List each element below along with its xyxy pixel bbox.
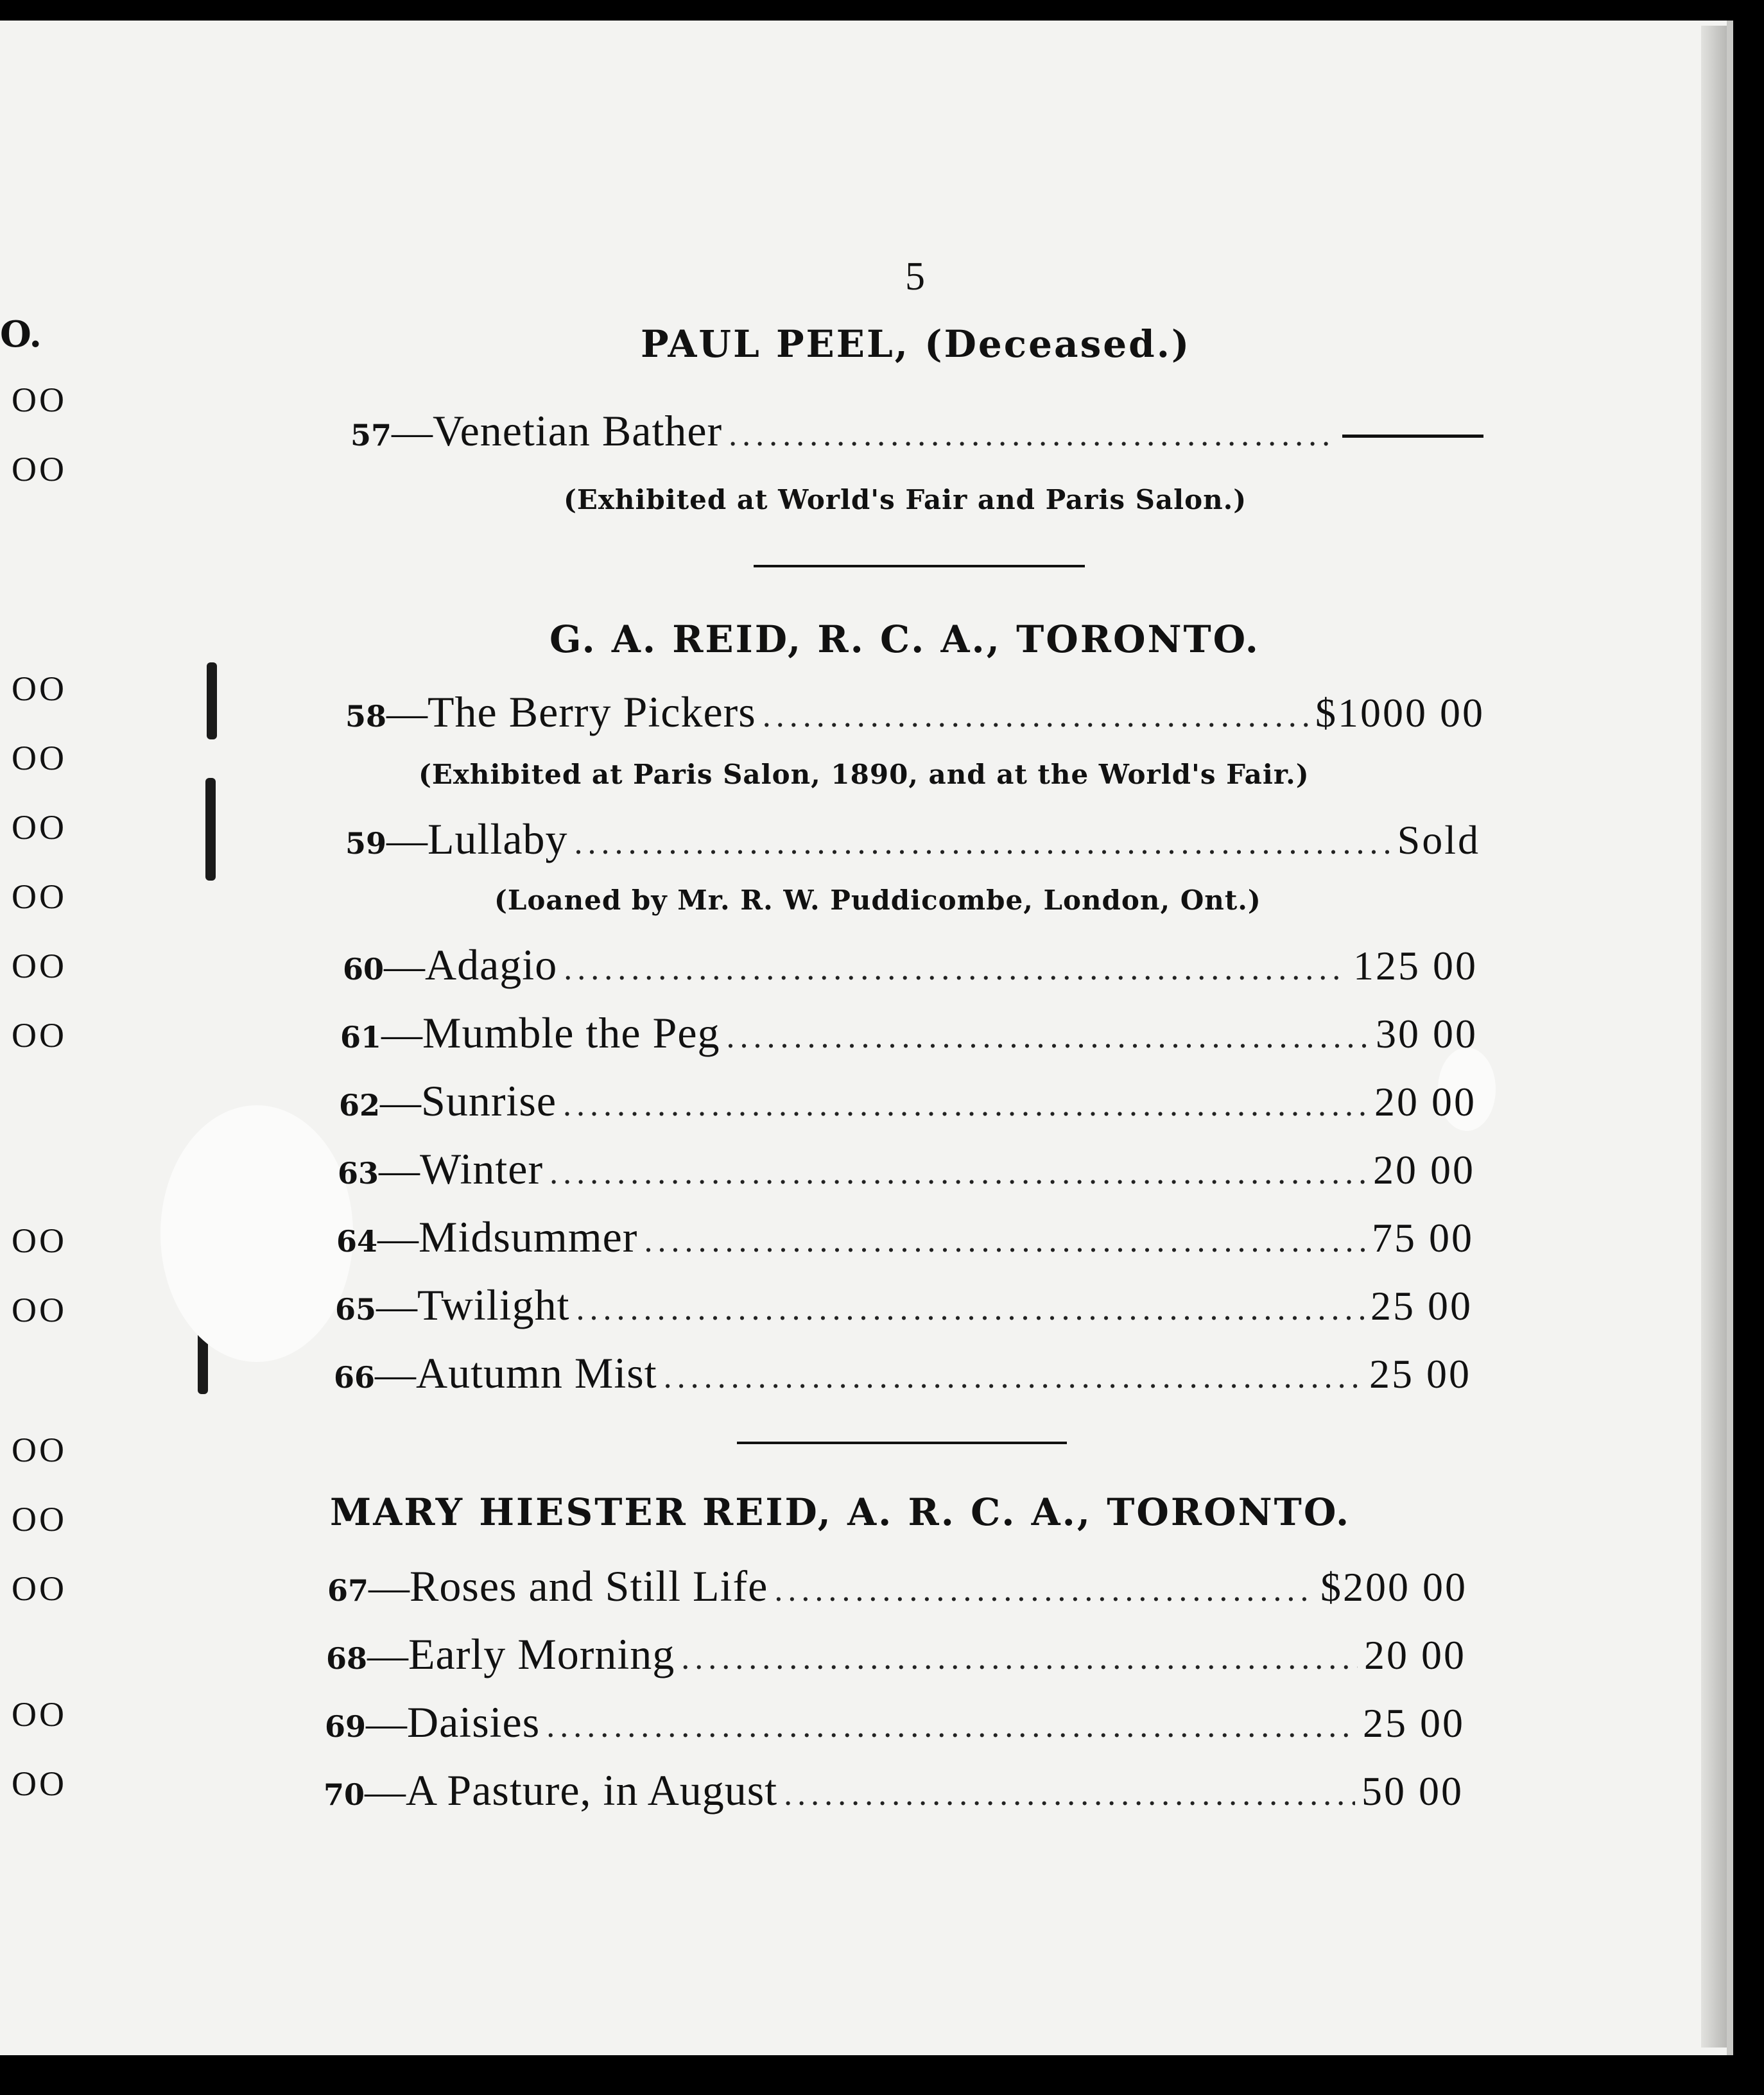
- entry-number: 58: [345, 699, 387, 734]
- artist-heading: MARY HIESTER REID, A. R. C. A., TORONTO.: [330, 1490, 1351, 1534]
- entry-price: 30 00: [1376, 1011, 1478, 1056]
- entry-title: Early Morning: [408, 1630, 675, 1678]
- entry-dash: —: [367, 1632, 409, 1678]
- catalogue-entry: [350, 406, 1483, 457]
- dot-leader: [729, 416, 1336, 454]
- entry-dash: —: [379, 1147, 420, 1193]
- facing-page-price-stub: OO: [12, 1764, 67, 1803]
- entry-number: 65: [335, 1292, 377, 1327]
- entry-number: 63: [338, 1156, 379, 1191]
- facing-page-price-stub: OO: [12, 1500, 67, 1539]
- catalogue-entry: [325, 1697, 1465, 1748]
- dot-leader: [564, 950, 1347, 988]
- facing-page-edge: [0, 21, 103, 2055]
- entry-title: Midsummer: [419, 1212, 638, 1261]
- facing-page-price-stub: OO: [12, 1291, 67, 1329]
- entry-title: The Berry Pickers: [428, 687, 756, 736]
- artist-heading: PAUL PEEL, (Deceased.): [641, 322, 1191, 366]
- price-blank: [1342, 435, 1483, 438]
- entry-title: Adagio: [425, 940, 558, 989]
- catalogue-entry: [345, 687, 1485, 738]
- entry-title: Sunrise: [421, 1076, 557, 1125]
- artist-heading: G. A. REID, R. C. A., TORONTO.: [549, 617, 1260, 661]
- binding-mark: [205, 778, 216, 881]
- facing-page-price-stub: OO: [12, 450, 67, 488]
- entry-dash: —: [380, 1079, 422, 1125]
- facing-page-price-stub: OO: [12, 381, 67, 419]
- facing-page-price-stub: OO: [12, 1695, 67, 1734]
- entry-number: 69: [325, 1709, 367, 1744]
- entry-title: Roses and Still Life: [410, 1562, 768, 1610]
- catalogue-entry: [327, 1561, 1467, 1612]
- entry-dash: —: [384, 943, 426, 988]
- dot-leader: [576, 1290, 1364, 1328]
- dot-leader: [727, 1018, 1369, 1056]
- entry-price: Sold: [1397, 817, 1480, 863]
- entry-dash: —: [376, 1283, 418, 1329]
- dot-leader: [784, 1775, 1355, 1813]
- entry-price: 75 00: [1372, 1215, 1474, 1261]
- dot-leader: [563, 1086, 1368, 1124]
- facing-page-price-stub: OO: [12, 1016, 67, 1055]
- facing-page-price-stub: OO: [12, 1221, 67, 1260]
- entry-dash: —: [377, 1215, 419, 1261]
- entry-price: 50 00: [1362, 1768, 1464, 1814]
- entry-title: Daisies: [407, 1698, 540, 1746]
- catalogue-entry: [335, 1280, 1473, 1331]
- entry-number: 66: [334, 1360, 376, 1395]
- facing-page-letter: O.: [0, 313, 42, 356]
- entry-number: 70: [324, 1777, 365, 1812]
- facing-page-price-stub: OO: [12, 669, 67, 708]
- entry-price: 20 00: [1364, 1632, 1466, 1678]
- dot-leader: [774, 1571, 1314, 1609]
- dot-leader: [575, 824, 1391, 862]
- entry-title: Twilight: [417, 1280, 570, 1329]
- catalogue-entry: [326, 1629, 1466, 1680]
- entry-number: 60: [343, 952, 385, 987]
- catalogue-entry: [336, 1212, 1474, 1263]
- entry-number: 68: [326, 1641, 368, 1676]
- entry-title: Venetian Bather: [433, 406, 723, 455]
- entry-number: 67: [327, 1573, 369, 1608]
- entry-note: (Loaned by Mr. R. W. Puddicombe, London, Ont.): [494, 884, 1261, 916]
- entry-dash: —: [386, 817, 428, 863]
- entry-note: (Exhibited at Paris Salon, 1890, and at the World's Fair.): [419, 759, 1310, 790]
- entry-note: (Exhibited at World's Fair and Paris Salon.): [564, 484, 1247, 515]
- dot-leader: [546, 1707, 1356, 1745]
- entry-number: 59: [345, 826, 387, 861]
- entry-price: 20 00: [1374, 1079, 1476, 1125]
- entry-dash: —: [375, 1351, 417, 1397]
- facing-page-price-stub: OO: [12, 947, 67, 985]
- dot-leader: [681, 1639, 1358, 1677]
- page-edge-shadow: [1701, 26, 1727, 2048]
- catalogue-entry: [343, 940, 1478, 991]
- entry-title: A Pasture, in August: [406, 1766, 778, 1815]
- facing-page-price-stub: OO: [12, 1431, 67, 1469]
- entry-title: Autumn Mist: [416, 1349, 657, 1397]
- entry-number: 64: [336, 1224, 378, 1259]
- entry-number: 57: [350, 418, 392, 453]
- entry-dash: —: [386, 690, 428, 736]
- facing-page-price-stub: OO: [12, 808, 67, 847]
- entry-price: 125 00: [1353, 943, 1478, 988]
- binding-mark: [207, 662, 217, 739]
- catalogue-entry: [339, 1076, 1476, 1127]
- catalogue-entry: [340, 1008, 1478, 1059]
- dot-leader: [763, 697, 1309, 735]
- dot-leader: [549, 1154, 1367, 1192]
- entry-dash: —: [366, 1700, 408, 1746]
- entry-number: 62: [339, 1088, 381, 1123]
- entry-dash: —: [365, 1768, 406, 1814]
- paper-stain: [160, 1105, 353, 1362]
- facing-page-price-stub: OO: [12, 739, 67, 777]
- entry-title: Mumble the Peg: [422, 1008, 720, 1057]
- facing-page-price-stub: OO: [12, 1569, 67, 1608]
- catalogue-page: [0, 21, 1733, 2055]
- dot-leader: [644, 1222, 1365, 1260]
- catalogue-entry: [338, 1144, 1475, 1195]
- entry-price: 20 00: [1373, 1147, 1475, 1193]
- entry-dash: —: [392, 409, 433, 454]
- entry-dash: —: [381, 1011, 423, 1056]
- section-divider: [737, 1442, 1067, 1444]
- entry-price: $1000 00: [1315, 690, 1485, 736]
- entry-number: 61: [340, 1020, 382, 1055]
- entry-title: Winter: [420, 1144, 544, 1193]
- dot-leader: [664, 1358, 1363, 1396]
- entry-price: $200 00: [1320, 1564, 1467, 1610]
- catalogue-entry: [324, 1765, 1464, 1816]
- entry-price: 25 00: [1369, 1351, 1471, 1397]
- catalogue-entry: [345, 814, 1480, 865]
- page-number: 5: [905, 255, 925, 298]
- entry-title: Lullaby: [428, 815, 568, 863]
- entry-price: 25 00: [1371, 1283, 1473, 1329]
- catalogue-entry: [334, 1348, 1471, 1399]
- entry-price: 25 00: [1363, 1700, 1465, 1746]
- facing-page-price-stub: OO: [12, 877, 67, 916]
- entry-dash: —: [368, 1564, 410, 1610]
- section-divider: [754, 565, 1085, 567]
